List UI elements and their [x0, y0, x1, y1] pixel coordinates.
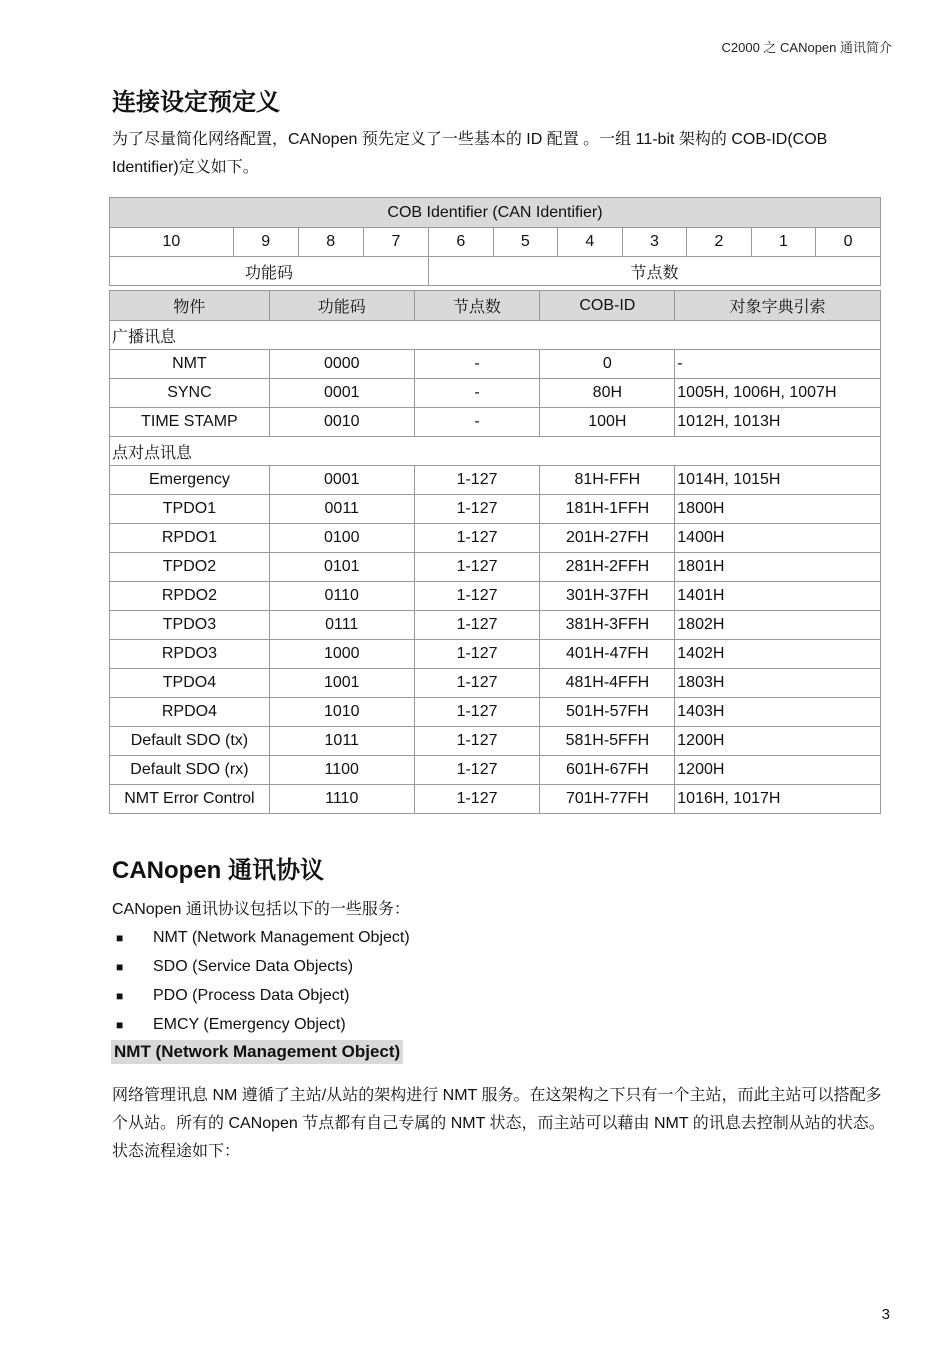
table-cell: TPDO1 — [110, 495, 270, 524]
table-cell: Emergency — [110, 466, 270, 495]
col-header-function-code: 功能码 — [269, 291, 414, 321]
list-item — [112, 1012, 410, 1041]
service-label: PDO (Process Data Object) — [153, 987, 350, 1004]
table-cell: 1-127 — [414, 756, 540, 785]
table-cell: 1010 — [269, 698, 414, 727]
table-row — [110, 524, 881, 553]
table-cell: SYNC — [110, 379, 270, 408]
table-row — [110, 466, 881, 495]
table-cell: 0111 — [269, 611, 414, 640]
table-cell: 601H-67FH — [540, 756, 675, 785]
table-cell: 1400H — [675, 524, 881, 553]
table-cell: 381H-3FFH — [540, 611, 675, 640]
table-cell: 1-127 — [414, 495, 540, 524]
table-cell: 0100 — [269, 524, 414, 553]
nmt-heading: NMT (Network Management Object) — [111, 1040, 403, 1064]
table-cell: 481H-4FFH — [540, 669, 675, 698]
col-header-object: 物件 — [110, 291, 270, 321]
bit-cell: 10 — [110, 228, 234, 257]
section-label-p2p: 点对点讯息 — [110, 437, 881, 466]
table-cell: NMT Error Control — [110, 785, 270, 814]
col-header-od-index: 对象字典引索 — [675, 291, 881, 321]
table-cell: 0011 — [269, 495, 414, 524]
table-cell: Default SDO (tx) — [110, 727, 270, 756]
table-cell: RPDO2 — [110, 582, 270, 611]
section-title-canopen-protocol: CANopen 通讯协议 — [112, 857, 324, 884]
table-cell: TIME STAMP — [110, 408, 270, 437]
bit-cell: 7 — [363, 228, 428, 257]
table-cell: 1401H — [675, 582, 881, 611]
predefined-id-table — [109, 290, 881, 814]
function-code-group: 功能码 — [110, 257, 429, 286]
service-label: EMCY (Emergency Object) — [153, 1016, 346, 1033]
bit-cell: 1 — [751, 228, 816, 257]
broadcast-section — [110, 321, 881, 437]
section-intro: 为了尽量简化网络配置，CANopen 预先定义了一些基本的 ID 配置 。一组 11-bit 架构的 COB-ID(COB Identifier)定义如下。 — [112, 131, 828, 176]
service-label: SDO (Service Data Objects) — [153, 958, 354, 975]
table-cell: 0110 — [269, 582, 414, 611]
table-row — [110, 408, 881, 437]
table-cell: 1012H, 1013H — [675, 408, 881, 437]
bit-group-row — [110, 257, 881, 286]
table-cell: 1-127 — [414, 640, 540, 669]
table-cell: 581H-5FFH — [540, 727, 675, 756]
table-cell: 1800H — [675, 495, 881, 524]
table-cell: 401H-47FH — [540, 640, 675, 669]
page-header: C2000 之 CANopen 通讯简介 — [721, 40, 892, 55]
table-cell: 1-127 — [414, 785, 540, 814]
table-cell: Default SDO (rx) — [110, 756, 270, 785]
table-cell: 100H — [540, 408, 675, 437]
table-cell: 201H-27FH — [540, 524, 675, 553]
table-cell: 1403H — [675, 698, 881, 727]
table-cell: 1-127 — [414, 698, 540, 727]
table-cell: 0001 — [269, 379, 414, 408]
table-cell: 1200H — [675, 756, 881, 785]
table-row — [110, 495, 881, 524]
table-cell: 1-127 — [414, 524, 540, 553]
table-cell: TPDO3 — [110, 611, 270, 640]
p2p-section — [110, 437, 881, 814]
bit-cell: 4 — [558, 228, 623, 257]
table-cell: 181H-1FFH — [540, 495, 675, 524]
table-cell: 1-127 — [414, 727, 540, 756]
section-label-broadcast: 广播讯息 — [110, 321, 881, 350]
table-cell: 1-127 — [414, 466, 540, 495]
table-cell: 1100 — [269, 756, 414, 785]
table-row — [110, 350, 881, 379]
table-cell: NMT — [110, 350, 270, 379]
service-label: NMT (Network Management Object) — [153, 929, 410, 946]
bit-cell: 2 — [687, 228, 752, 257]
table-cell: - — [414, 408, 540, 437]
bit-cell: 9 — [233, 228, 298, 257]
table-cell: 0101 — [269, 553, 414, 582]
table-cell: 1016H, 1017H — [675, 785, 881, 814]
table-cell: 1011 — [269, 727, 414, 756]
protocol-intro: CANopen 通讯协议包括以下的一些服务： — [112, 901, 410, 918]
table-cell: - — [675, 350, 881, 379]
table-row — [110, 611, 881, 640]
table-cell: RPDO1 — [110, 524, 270, 553]
square-bullet-icon: ■ — [116, 931, 124, 945]
table-cell: 1005H, 1006H, 1007H — [675, 379, 881, 408]
bit-table-title: COB Identifier (CAN Identifier) — [110, 198, 881, 228]
square-bullet-icon: ■ — [116, 960, 124, 974]
table-cell: 0001 — [269, 466, 414, 495]
table-cell: 1-127 — [414, 611, 540, 640]
list-item — [112, 925, 410, 954]
table-cell: RPDO4 — [110, 698, 270, 727]
list-item — [112, 983, 410, 1012]
table-cell: 80H — [540, 379, 675, 408]
table-cell: 1803H — [675, 669, 881, 698]
table-cell: 0000 — [269, 350, 414, 379]
table-cell: 1200H — [675, 727, 881, 756]
table-cell: 1802H — [675, 611, 881, 640]
table-row — [110, 669, 881, 698]
col-header-node-count: 节点数 — [414, 291, 540, 321]
bit-cell: 8 — [298, 228, 363, 257]
table-row — [110, 756, 881, 785]
section-title-connection-predefinition: 连接设定预定义 — [112, 89, 280, 116]
table-row — [110, 582, 881, 611]
square-bullet-icon: ■ — [116, 989, 124, 1003]
table-cell: 1-127 — [414, 553, 540, 582]
service-list — [112, 925, 410, 1041]
table-row — [110, 553, 881, 582]
table-cell: 301H-37FH — [540, 582, 675, 611]
col-header-cob-id: COB-ID — [540, 291, 675, 321]
table-cell: 281H-2FFH — [540, 553, 675, 582]
table-row — [110, 727, 881, 756]
table-cell: RPDO3 — [110, 640, 270, 669]
table-cell: 81H-FFH — [540, 466, 675, 495]
table-cell: 701H-77FH — [540, 785, 675, 814]
table-cell: 1110 — [269, 785, 414, 814]
table-cell: 1-127 — [414, 582, 540, 611]
bit-cell: 0 — [816, 228, 881, 257]
table-row — [110, 785, 881, 814]
table-cell: 0 — [540, 350, 675, 379]
table-row — [110, 379, 881, 408]
table-cell: 1801H — [675, 553, 881, 582]
id-table-header-row — [110, 291, 881, 321]
page-number: 3 — [881, 1306, 890, 1323]
table-cell: 501H-57FH — [540, 698, 675, 727]
cob-id-bit-table — [109, 197, 881, 286]
table-cell: 1402H — [675, 640, 881, 669]
table-row — [110, 698, 881, 727]
nmt-body: 网络管理讯息 NM 遵循了主站/从站的架构进行 NMT 服务。在这架构之下只有一个主站，而此主站可以搭配多个从站。所有的 CANopen 节点都有自己专属的 NMT 状态，而主站可以藉由 NMT 的讯息去控制从站的状态。状态流程途如下： — [112, 1087, 885, 1160]
table-cell: 1-127 — [414, 669, 540, 698]
table-row — [110, 640, 881, 669]
bit-number-row — [110, 228, 881, 257]
table-cell: 1014H, 1015H — [675, 466, 881, 495]
bit-cell: 5 — [493, 228, 558, 257]
table-cell: TPDO4 — [110, 669, 270, 698]
table-cell: - — [414, 350, 540, 379]
table-cell: TPDO2 — [110, 553, 270, 582]
table-cell: 1000 — [269, 640, 414, 669]
node-id-group: 节点数 — [429, 257, 881, 286]
bit-cell: 3 — [622, 228, 687, 257]
list-item — [112, 954, 410, 983]
table-cell: 0010 — [269, 408, 414, 437]
bit-cell: 6 — [429, 228, 494, 257]
square-bullet-icon: ■ — [116, 1018, 124, 1032]
table-cell: 1001 — [269, 669, 414, 698]
table-cell: - — [414, 379, 540, 408]
